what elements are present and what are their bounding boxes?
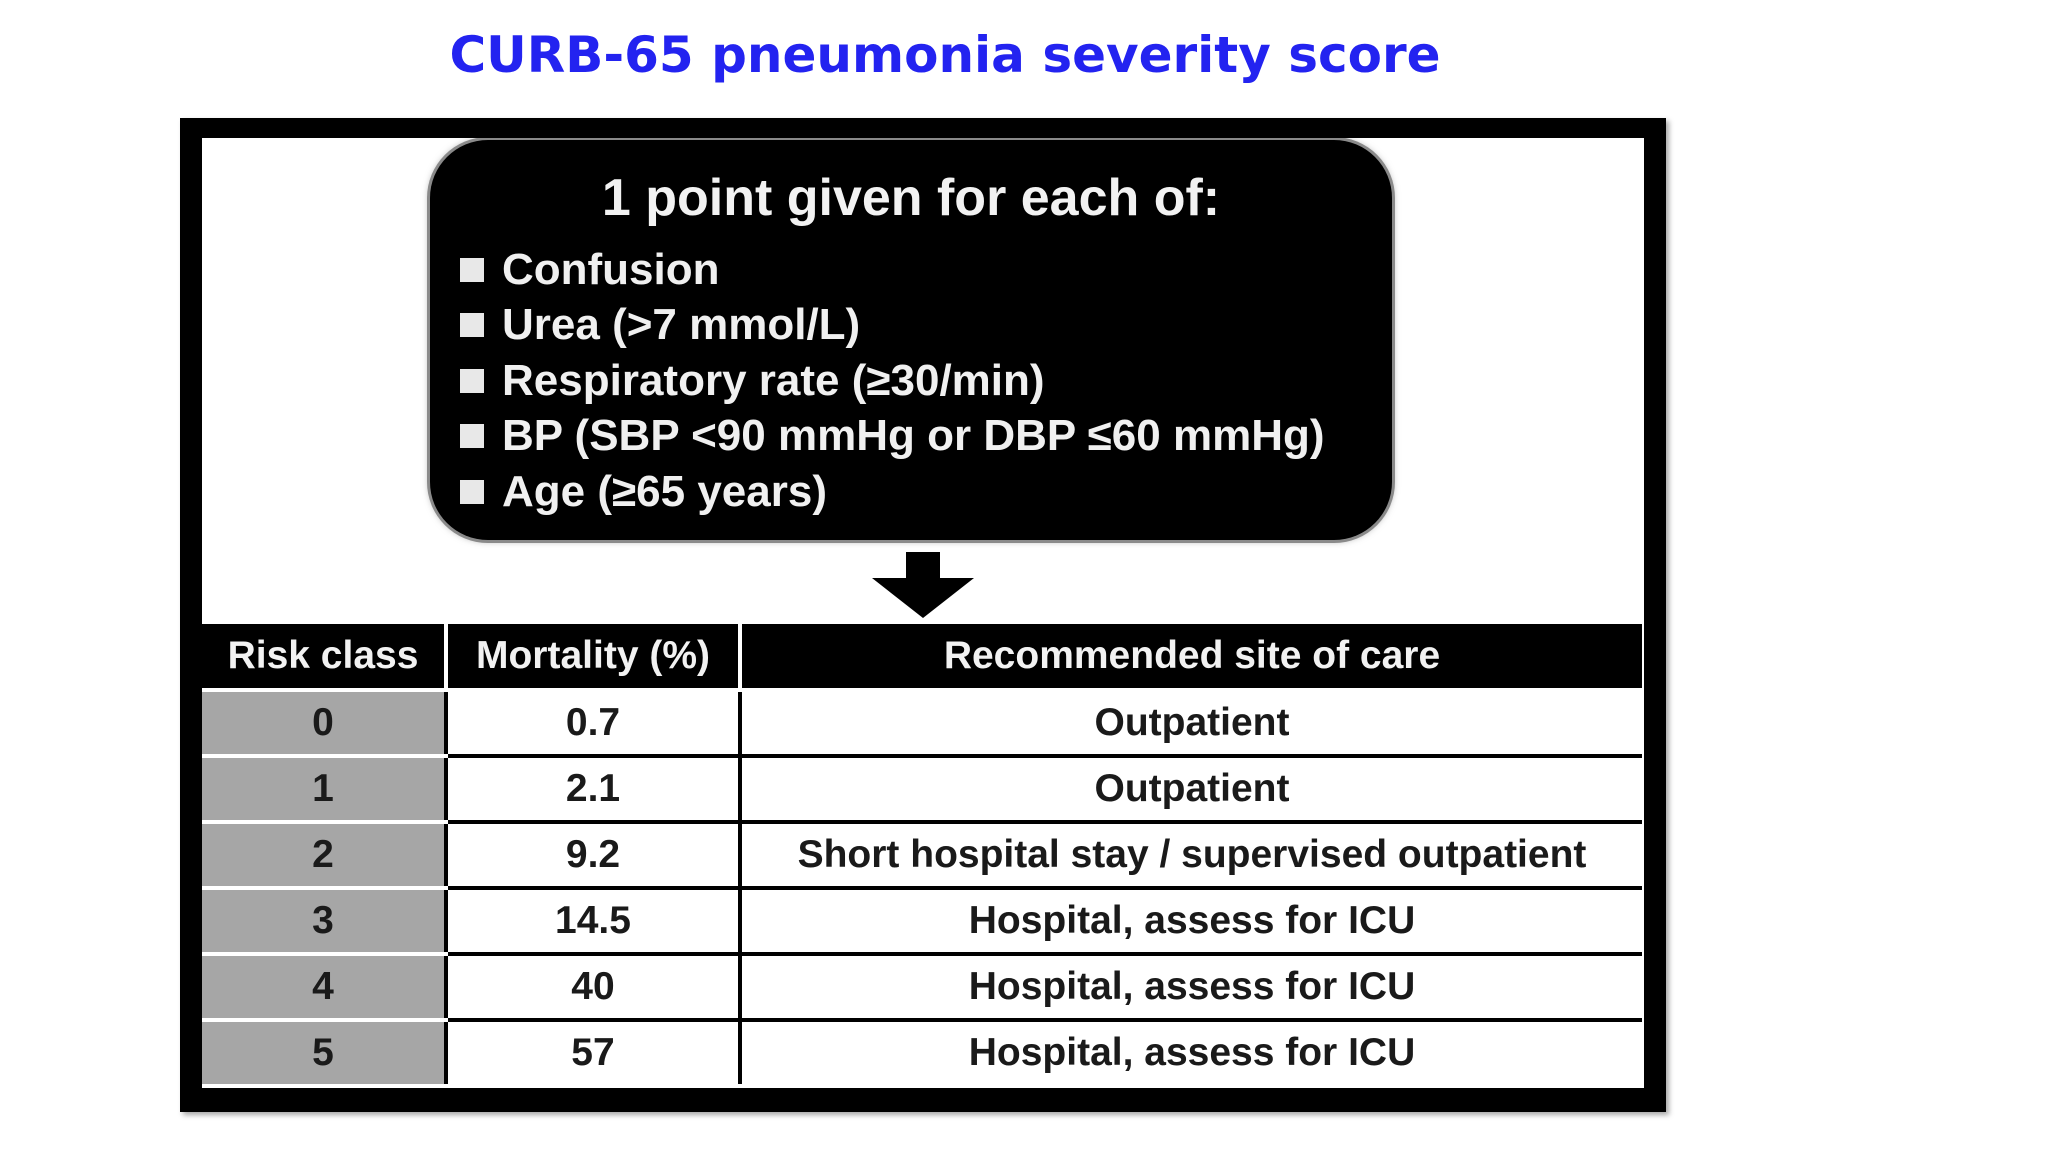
table-row — [202, 756, 1642, 822]
site-of-care-cell: Hospital, assess for ICU — [740, 1020, 1642, 1084]
risk-class-cell: 2 — [202, 822, 446, 888]
risk-class-cell: 1 — [202, 756, 446, 822]
figure-frame — [180, 118, 1666, 1112]
table-row — [202, 690, 1642, 756]
site-of-care-cell: Outpatient — [740, 690, 1642, 756]
risk-class-cell: 0 — [202, 690, 446, 756]
risk-class-cell: 5 — [202, 1020, 446, 1084]
criteria-item-label: Urea (>7 mmol/L) — [502, 300, 861, 350]
mortality-cell: 40 — [446, 954, 740, 1020]
arrow-down-icon — [870, 552, 976, 618]
square-bullet-icon — [460, 369, 484, 393]
site-of-care-cell: Short hospital stay / supervised outpatient — [740, 822, 1642, 888]
site-of-care-cell: Outpatient — [740, 756, 1642, 822]
mortality-cell: 14.5 — [446, 888, 740, 954]
header-risk-class: Risk class — [202, 624, 446, 690]
site-of-care-cell: Hospital, assess for ICU — [740, 954, 1642, 1020]
risk-class-cell: 3 — [202, 888, 446, 954]
site-of-care-cell: Hospital, assess for ICU — [740, 888, 1642, 954]
criteria-box — [430, 140, 1392, 540]
page-title: CURB-65 pneumonia severity score — [449, 26, 1441, 84]
risk-class-cell: 4 — [202, 954, 446, 1020]
mortality-cell: 57 — [446, 1020, 740, 1084]
table-row — [202, 888, 1642, 954]
criteria-item-age — [460, 464, 1325, 520]
square-bullet-icon — [460, 424, 484, 448]
criteria-item-confusion — [460, 242, 1325, 298]
criteria-list — [460, 242, 1325, 520]
criteria-item-label: BP (SBP <90 mmHg or DBP ≤60 mmHg) — [502, 411, 1325, 461]
criteria-item-blood-pressure — [460, 409, 1325, 465]
criteria-item-respiratory-rate — [460, 353, 1325, 409]
table-row — [202, 954, 1642, 1020]
mortality-cell: 9.2 — [446, 822, 740, 888]
header-site-of-care: Recommended site of care — [740, 624, 1642, 690]
criteria-item-label: Respiratory rate (≥30/min) — [502, 355, 1045, 405]
square-bullet-icon — [460, 480, 484, 504]
square-bullet-icon — [460, 258, 484, 282]
square-bullet-icon — [460, 313, 484, 337]
table-header-row — [202, 624, 1642, 690]
criteria-item-urea — [460, 298, 1325, 354]
header-mortality: Mortality (%) — [446, 624, 740, 690]
criteria-heading: 1 point given for each of: — [601, 169, 1221, 227]
risk-table — [202, 624, 1642, 1084]
table-row — [202, 1020, 1642, 1084]
figure-panel — [202, 138, 1644, 1088]
mortality-cell: 2.1 — [446, 756, 740, 822]
mortality-cell: 0.7 — [446, 690, 740, 756]
criteria-item-label: Confusion — [502, 244, 720, 294]
criteria-item-label: Age (≥65 years) — [502, 466, 827, 516]
table-row — [202, 822, 1642, 888]
